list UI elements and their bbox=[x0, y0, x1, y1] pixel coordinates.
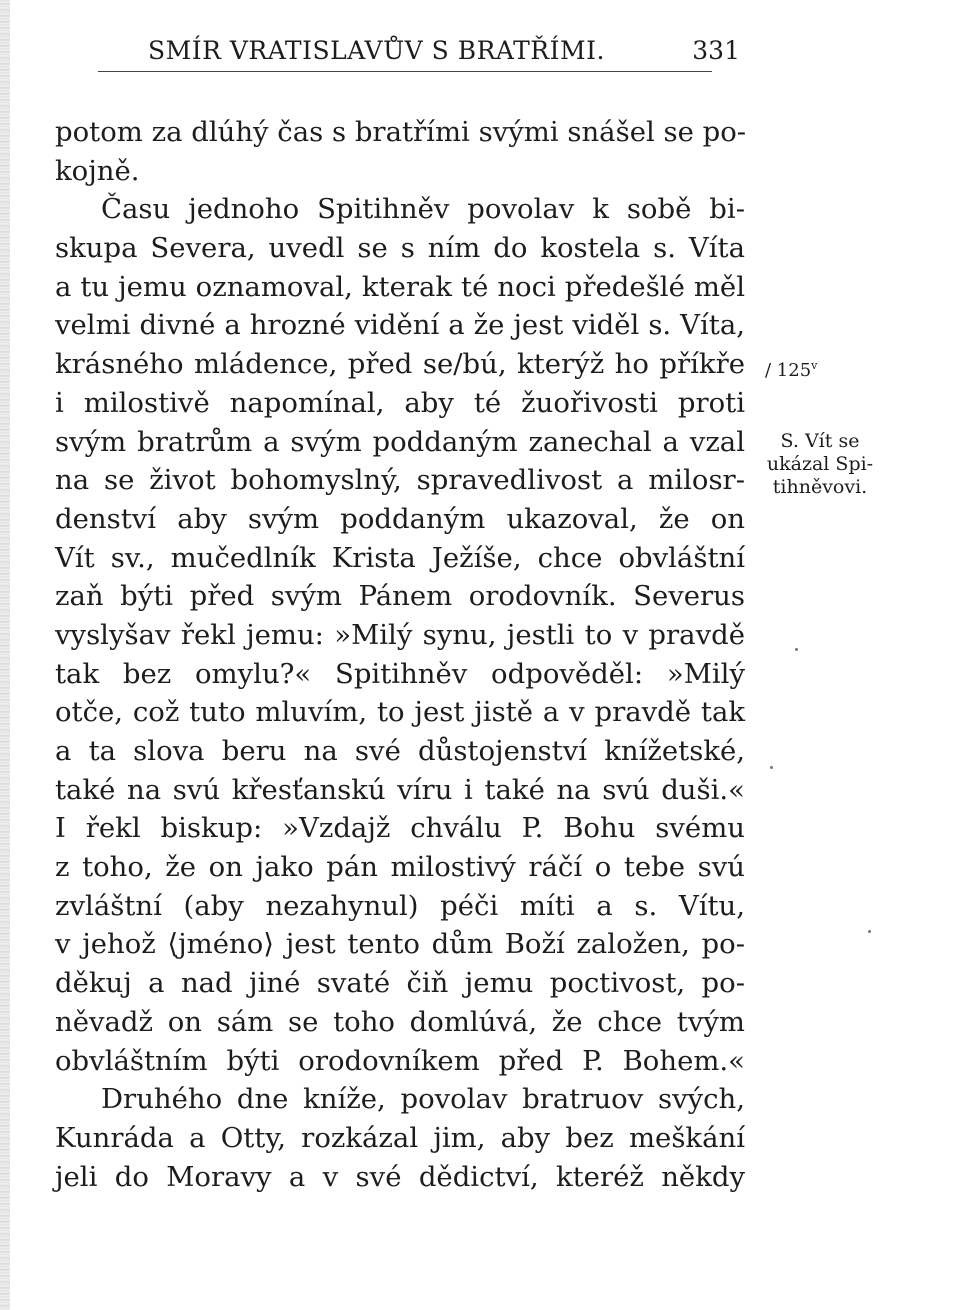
running-head: SMÍR VRATISLAVŮV S BRATŘÍMI. bbox=[148, 36, 605, 65]
sidenote-line: S. Vít se bbox=[780, 430, 860, 452]
text-line: skupa Severa, uvedl se s ním do kostela s. Víta bbox=[55, 232, 745, 265]
text-line: otče, což tuto mluvím, to jest jistě a v pravdě tak bbox=[55, 696, 745, 729]
text-line: Času jednoho Spitihněv povolav k sobě bi- bbox=[101, 193, 745, 226]
text-line: velmi divné a hrozné vidění a že jest viděl s. Víta, bbox=[55, 309, 745, 342]
text-line: a tu jemu oznamoval, kterak té noci předešlé měl bbox=[55, 270, 745, 303]
folio-reference bbox=[765, 359, 817, 381]
text-line: vyslyšav řekl jemu: »Milý synu, jestli to v pravdě bbox=[55, 618, 745, 651]
text-line: i milostivě napomínal, aby té žuořivosti proti bbox=[55, 386, 745, 419]
text-line: zvláštní (aby nezahynul) péči míti a s. Vítu, bbox=[55, 889, 745, 922]
text-line: na se život bohomyslný, spravedlivost a milosr- bbox=[55, 464, 745, 497]
text-line: denství aby svým poddaným ukazoval, že on bbox=[55, 502, 745, 535]
sidenote-line: tihněvovi. bbox=[772, 476, 868, 498]
text-line: něvadž on sám se toho domlúvá, že chce tvým bbox=[55, 1005, 745, 1038]
text-line: z toho, že on jako pán milostivý ráčí o tebe svú bbox=[55, 851, 745, 884]
text-line: zaň býti před svým Pánem orodovník. Severus bbox=[55, 580, 745, 613]
margin-sidenote bbox=[755, 430, 885, 499]
scan-speck bbox=[770, 766, 773, 769]
text-line: svým bratrům a svým poddaným zanechal a vzal bbox=[55, 425, 745, 458]
page-header bbox=[58, 28, 740, 72]
text-line: také na svú křesťanskú víru i také na svú duši.« bbox=[55, 773, 745, 806]
text-line: potom za dlúhý čas s bratřími svými snášel se po- bbox=[55, 116, 747, 148]
text-line: krásného mládence, před se/bú, kterýž ho příkře bbox=[55, 348, 745, 381]
page-number: 331 bbox=[692, 36, 740, 65]
text-line: jeli do Moravy a v své dědictví, kteréž někdy bbox=[55, 1160, 745, 1193]
text-line: kojně. bbox=[55, 154, 140, 187]
scan-speck bbox=[868, 930, 871, 933]
scan-edge-shadow bbox=[0, 0, 10, 1310]
body-text bbox=[55, 113, 745, 1196]
text-line: Druhého dne kníže, povolav bratruov svých, bbox=[101, 1083, 745, 1116]
text-line: a ta slova beru na své důstojenství knížetské, bbox=[55, 735, 745, 767]
text-line: I řekl biskup: »Vzdajž chválu P. Bohu svému bbox=[55, 812, 745, 845]
header-rule bbox=[98, 71, 712, 72]
folio-side: v bbox=[811, 359, 818, 372]
text-line: Vít sv., mučedlník Krista Ježíše, chce obvláštní bbox=[55, 541, 745, 574]
text-line: v jehož ⟨jméno⟩ jest tento dům Boží založen, po- bbox=[55, 928, 745, 961]
text-line: obvláštním býti orodovníkem před P. Bohem.« bbox=[55, 1044, 745, 1077]
text-line: děkuj a nad jiné svaté čiň jemu poctivost, po- bbox=[55, 967, 745, 1000]
sidenote-line: ukázal Spi- bbox=[766, 453, 874, 475]
text-line: Kunráda a Otty, rozkázal jim, aby bez meškání bbox=[55, 1121, 745, 1154]
scan-speck bbox=[795, 648, 798, 651]
folio-number: / 125 bbox=[765, 360, 812, 381]
text-line: tak bez omylu?« Spitihněv odpověděl: »Milý bbox=[55, 657, 745, 690]
